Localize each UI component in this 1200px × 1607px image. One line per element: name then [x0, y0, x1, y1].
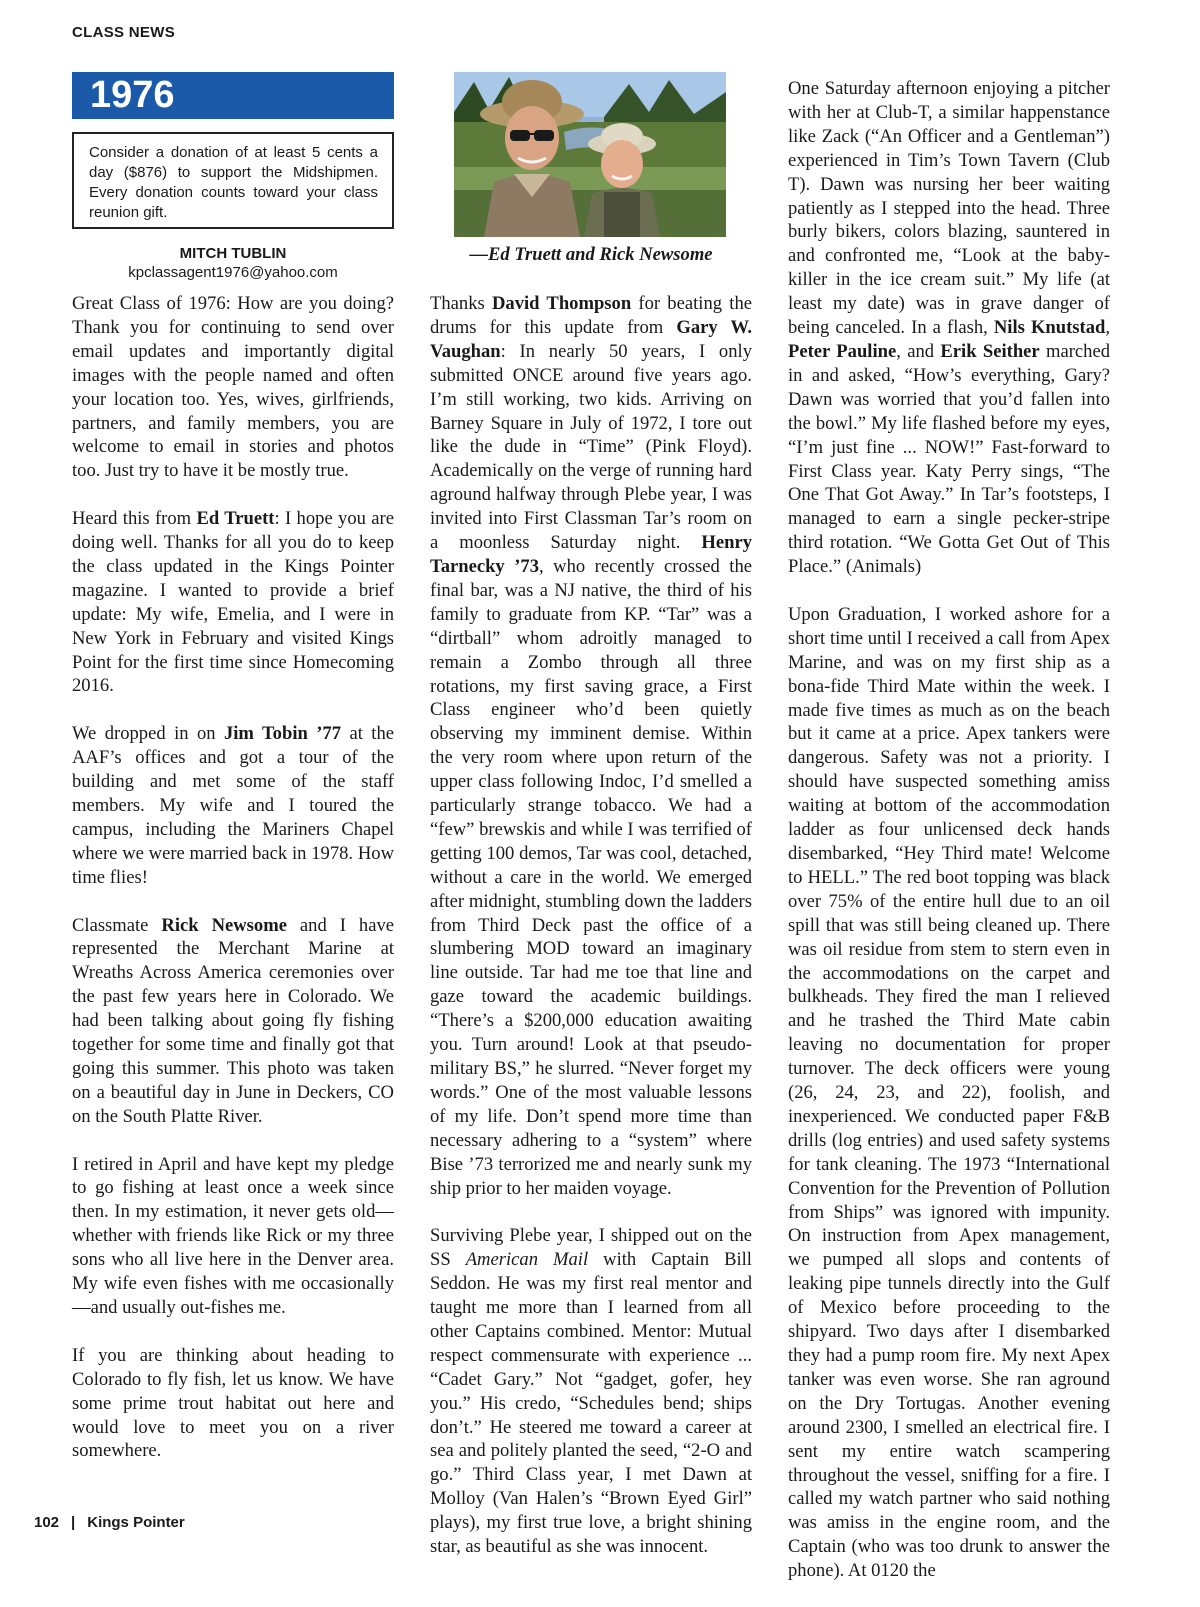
article-paragraph: [72, 1344, 394, 1464]
name-highlight: Nils Knutstad: [993, 317, 1106, 339]
name-highlight: David Thompson: [491, 293, 632, 314]
page-number: 102: [34, 1514, 60, 1531]
paragraph-text: , who recently crossed the final bar, was a NJ native, the third of his family to graduate from KP. “Tar” was a “dirtball” whom adroitly managed to remain a Zombo through all three rotations, my first saving grace, a First Class engineer who’d been quietly observing my imminent demise. Within the very room where upon return of the upper class following Indoc, I’d smelled a particularly strange tobacco. We had a “few” brewskis and while I was terrified of getting 100 demos, Tar was cool, detached, without a care in the world. We emerged after midnight, stumbling down the ladders from Third Deck past the office of a slumbering MOD toward an imaginary line outside. Tar had me toe that line and gaze toward the academic buildings. “There’s a $200,000 education awaiting you. Turn around! Look at that pseudo-military BS,” he slurred. “Never forget my words.” One of the most valuable lessons of my life. Don’t spend more time than necessary adhering to a “system” where Bise ’73 terrorized me and nearly sunk my ship prior to her maiden voyage.: [430, 555, 752, 1199]
name-highlight: Jim Tobin ’77: [223, 723, 342, 745]
page-footer: [34, 1514, 185, 1531]
paragraph-text: , and: [896, 340, 941, 362]
paragraph-text: : I hope you are doing well. Thanks for all you do to keep the class updated in the Kings Pointer magazine. I wanted to provide a brief update: My wife, Emelia, and I were in New York in February and visited Kings Point for the first time since Homecoming 2016.: [72, 508, 394, 697]
article-paragraph: [72, 507, 394, 698]
fishing-photo: [454, 72, 726, 237]
article-paragraph: [788, 77, 1110, 579]
class-agent-name: MITCH TUBLIN: [179, 245, 287, 262]
photo-caption: —Ed Truett and Rick Newsome: [469, 244, 713, 265]
article-paragraph: [72, 914, 394, 1129]
article-paragraph: [788, 603, 1110, 1583]
article-paragraph: [72, 722, 394, 889]
article-column-3: [788, 77, 1110, 1607]
paragraph-text: I retired in April and have kept my pledge to go fishing at least once a week since then. In my estimation, it never gets old—whether with friends like Rick or my three sons who all live here in the Denver area. My wife even fishes with me occasionally—and usually out-fishes me.: [72, 1153, 394, 1318]
article-paragraph: [72, 292, 394, 483]
article-paragraph: [430, 1224, 752, 1559]
article-column-2: [430, 292, 752, 1583]
article-column-1: [72, 292, 394, 1487]
paragraph-text: marched in and asked, “How’s everything, Gary? Dawn was worried that you’d fallen into the bowl.” My life flashed before my eyes, “I’m just fine ... NOW!” Fast-forward to First Class year. Katy Perry sings, “The One That Got Away.” In Tar’s footsteps, I managed to earn a single pecker-stripe third rotation. “We Gotta Get Out of This Place.” (Animals): [788, 340, 1111, 578]
paragraph-text: Heard this from: [72, 508, 197, 530]
paragraph-text: with Captain Bill Seddon. He was my first real mentor and taught me more than I learned from all other Captains combined. Mentor: Mutual respect commensurate with experience ... “Cadet Gary.” Not “gadget, gofer, hey you.” His credo, “Schedules bend; ships don’t.” He steered me toward a career at sea and politely planted the seed, “2-O and go.” Third Class year, I met Dawn at Molloy (Van Halen’s “Brown Eyed Girl” plays), my first true love, a bright shining star, as beautiful as she was innocent.: [430, 1249, 752, 1558]
name-highlight: Erik Seither: [940, 340, 1040, 362]
paragraph-text: We dropped in on: [72, 723, 224, 745]
paragraph-text: Classmate: [72, 914, 162, 936]
paragraph-text: If you are thinking about heading to Colorado to fly fish, let us know. We have some prime trout habitat out here and would love to meet you on a river somewhere.: [72, 1344, 394, 1462]
ship-name: American Mail: [465, 1249, 589, 1271]
paragraph-text: Upon Graduation, I worked ashore for a short time until I received a call from Apex Marine, and was on my first ship as a bona-fide Third Mate within the week. I made five times as much as on the beach but it came at a price. Apex tankers were dangerous. Safety was not a priority. I should have suspected something amiss waiting at bottom of the accommodation ladder as four unlicensed deck hands disembarked, “Hey Third mate! Welcome to HELL.” The red boot topping was black over 75% of the entire hull due to an oil spill that was still being cleaned up. There was oil residue from stem to stern even in the accommodations on the carpet and bulkheads. They fired the man I relieved and he trashed the Third Mate cabin leaving no documentation for proper turnover. The deck officers were young (26, 24, 23, and 22), foolish, and inexperienced. We conducted paper F&B drills (log entries) and used safety systems for tank cleaning. The 1973 “International Convention for the Prevention of Pollution from Ships” was ignored with impunity. On instruction from Apex management, we pumped all slops and contents of leaking pipe tunnels directly into the Gulf of Mexico before proceeding to the shipyard. Two days after I disembarked they had a pump room fire. My next Apex tanker was even worse. She ran aground on the Dry Tortugas. Another evening around 2300, I smelled an electrical fire. I sent my entire watch scampering throughout the vessel, sniffing for a fire. I called my watch partner who said nothing was amiss in the engine room, and the Captain (who was too drunk to answer the phone). At 0120 the: [788, 603, 1110, 1582]
paragraph-text: and I have represented the Merchant Marine at Wreaths Across America ceremonies over the past few years here in Colorado. We had been talking about going fly fishing together for some time and finally got that going this summer. This photo was taken on a beautiful day in June in Deckers, CO on the South Platte River.: [72, 914, 395, 1127]
paragraph-text: One Saturday afternoon enjoying a pitcher with her at Club-T, a similar happenstance like Zack (“An Officer and a Gentleman”) experienced in Tim’s Town Tavern (Club T). Dawn was nursing her beer waiting patiently as I stepped into the head. Three burly bikers, colors blazing, sauntered in and confronted me, “Look at the baby-killer in the ice cream suit.” My life (at least my date) was in grave danger of being canceled. In a flash,: [788, 78, 1110, 339]
name-highlight: Henry Tarnecky ’73: [430, 532, 752, 577]
paragraph-text: ,: [1105, 317, 1110, 339]
name-highlight: Gary W. Vaughan: [430, 316, 752, 362]
paragraph-text: Thanks: [430, 293, 492, 314]
donation-notice: Consider a donation of at least 5 cents a day ($876) to support the Midshipmen. Every donation counts toward your class reunion gift.: [72, 132, 394, 229]
article-paragraph: [430, 292, 752, 1200]
article-paragraph: [72, 1153, 394, 1320]
footer-separator: |: [71, 1514, 76, 1531]
paragraph-text: : In nearly 50 years, I only submitted ONCE around five years ago. I’m still working, two kids. Arriving on Barney Square in July of 1972, I tore out like the dude in “Time” (Pink Floyd). Academically on the verge of running hard aground halfway through Plebe year, I was invited into First Classman Tar’s room on a moonless Saturday night.: [430, 340, 752, 554]
name-highlight: Peter Pauline: [788, 340, 897, 362]
class-agent-email[interactable]: kpclassagent1976@yahoo.com: [128, 264, 338, 281]
name-highlight: Ed Truett: [196, 508, 275, 530]
section-label: CLASS NEWS: [72, 24, 176, 41]
paragraph-text: for beating the drums for this update from: [430, 293, 752, 338]
paragraph-text: Surviving Plebe year, I shipped out on the SS: [430, 1225, 752, 1271]
publication-name: Kings Pointer: [87, 1514, 185, 1531]
paragraph-text: Great Class of 1976: How are you doing? Thank you for continuing to send over email updates and importantly digital images with the people named and often your location too. Yes, wives, girlfriends, partners, and family members, you are welcome to email in stories and photos too. Just try to have it be mostly true.: [72, 293, 394, 482]
class-year-banner: 1976: [72, 72, 394, 119]
paragraph-text: at the AAF’s offices and got a tour of the building and met some of the staff members. My wife and I toured the campus, including the Mariners Chapel where we were married back in 1978. How time flies!: [72, 723, 394, 888]
name-highlight: Rick Newsome: [161, 914, 287, 936]
